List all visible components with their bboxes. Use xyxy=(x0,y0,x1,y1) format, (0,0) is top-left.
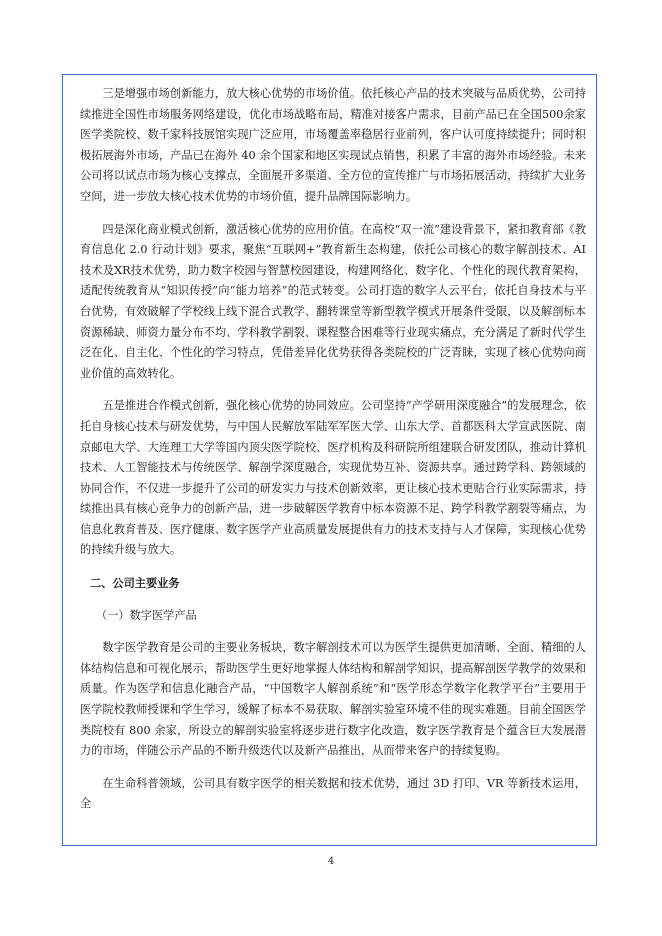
paragraph-market-innovation: 三是增强市场创新能力，放大核心优势的市场价值。依托核心产品的技术突破与品质优势，公司持续推进全国性市场服务网络建设，优化市场战略布局，精准对接客户需求，目前产品已在全国500余家医学类院校、数千家科技展馆实现广泛应用，市场覆盖率稳居行业前列，客户认可度持续提升；同时积极拓展海外市场，产品已在海外 40 余个国家和地区实现试点销售，积累了丰富的海外市场经验。未来公司将以试点市场为核心支撑点，全面展开多渠道、全方位的宣传推广与市场拓展活动，持续扩大业务空间，进一步放大核心技术优势的市场价值，提升品牌国际影响力。 xyxy=(80,87,586,203)
paragraph-digital-medical-education: 数字医学教育是公司的主要业务板块，数字解剖技术可以为医学生提供更加清晰、全面、精细的人体结构信息和可视化展示，帮助医学生更好地掌握人体结构和解剖学知识，提高解剖医学教学的效果和质量。作为医学和信息化融合产品，“中国数字人解剖系统”和“医学形态学数字化教学平台”主要用于医学院校教师授课和学生学习，缓解了标本不易获取、解剖实验室环境不佳的现实难题。目前全国医学类院校有 800 余家，所设立的解剖实验室将逐步进行数字化改造，数字医学教育是个蕴含巨大发展潜力的市场，伴随公示产品的不断升级迭代以及新产品推出，从而带来客户的持续复购。 xyxy=(80,641,586,758)
document-body xyxy=(80,84,586,815)
subsection-heading: （一）数字医学产品 xyxy=(96,608,197,622)
section-heading: 二、公司主要业务 xyxy=(90,576,180,591)
paragraph-cooperation-model: 五是推进合作模式创新，强化核心优势的协同效应。公司坚持“产学研用深度融合”的发展理念，依托自身核心技术与研发优势，与中国人民解放军陆军军医大学、山东大学、首都医科大学宣武医院、南京邮电大学、大连理工大学等国内顶尖医学院校、医疗机构及科研院所组建联合研发团队，推动计算机技术、人工智能技术与传统医学、解剖学深度融合，实现优势互补、资源共享。通过跨学科、跨领域的协同合作，不仅进一步提升了公司的研发实力与技术创新效率，更让核心技术更贴合行业实际需求，持续推出具有核心竞争力的创新产品，进一步破解医学教育中标本资源不足、跨学科教学割裂等痛点，为信息化教育普及、医疗健康、数字医学产业高质量发展提供有力的技术支持与人才保障，实现核心优势的持续升级与放大。 xyxy=(80,399,586,557)
paragraph-business-model: 四是深化商业模式创新，激活核心优势的应用价值。在高校“双一流”建设背景下，紧扣教育部《教育信息化 2.0 行动计划》要求，聚焦“互联网+”教育新生态构建，依托公司核心的数字解剖技术、AI技术及XR技术优势，助力数字校园与智慧校园建设，构建网络化、数字化、个性化的现代教育架构，适配传统教育从“知识传授”向“能力培养”的范式转变。公司打造的数字人云平台，依托自身技术与平台优势，有效破解了学校线上线下混合式教学、翻转课堂等新型教学模式开展条件受限，以及解剖标本资源稀缺、师资力量分布不均、学科教学割裂、课程整合困难等行业现实痛点，充分满足了新时代学生泛在化、自主化、个性化的学习特点，凭借差异化优势获得各类院校的广泛青睐，实现了核心优势向商业价值的高效转化。 xyxy=(80,222,586,380)
page-number: 4 xyxy=(327,856,335,867)
paragraph-life-science: 在生命科普领域，公司具有数字医学的相关数据和技术优势，通过 3D 打印、VR 等新技术运用，全 xyxy=(80,776,586,811)
